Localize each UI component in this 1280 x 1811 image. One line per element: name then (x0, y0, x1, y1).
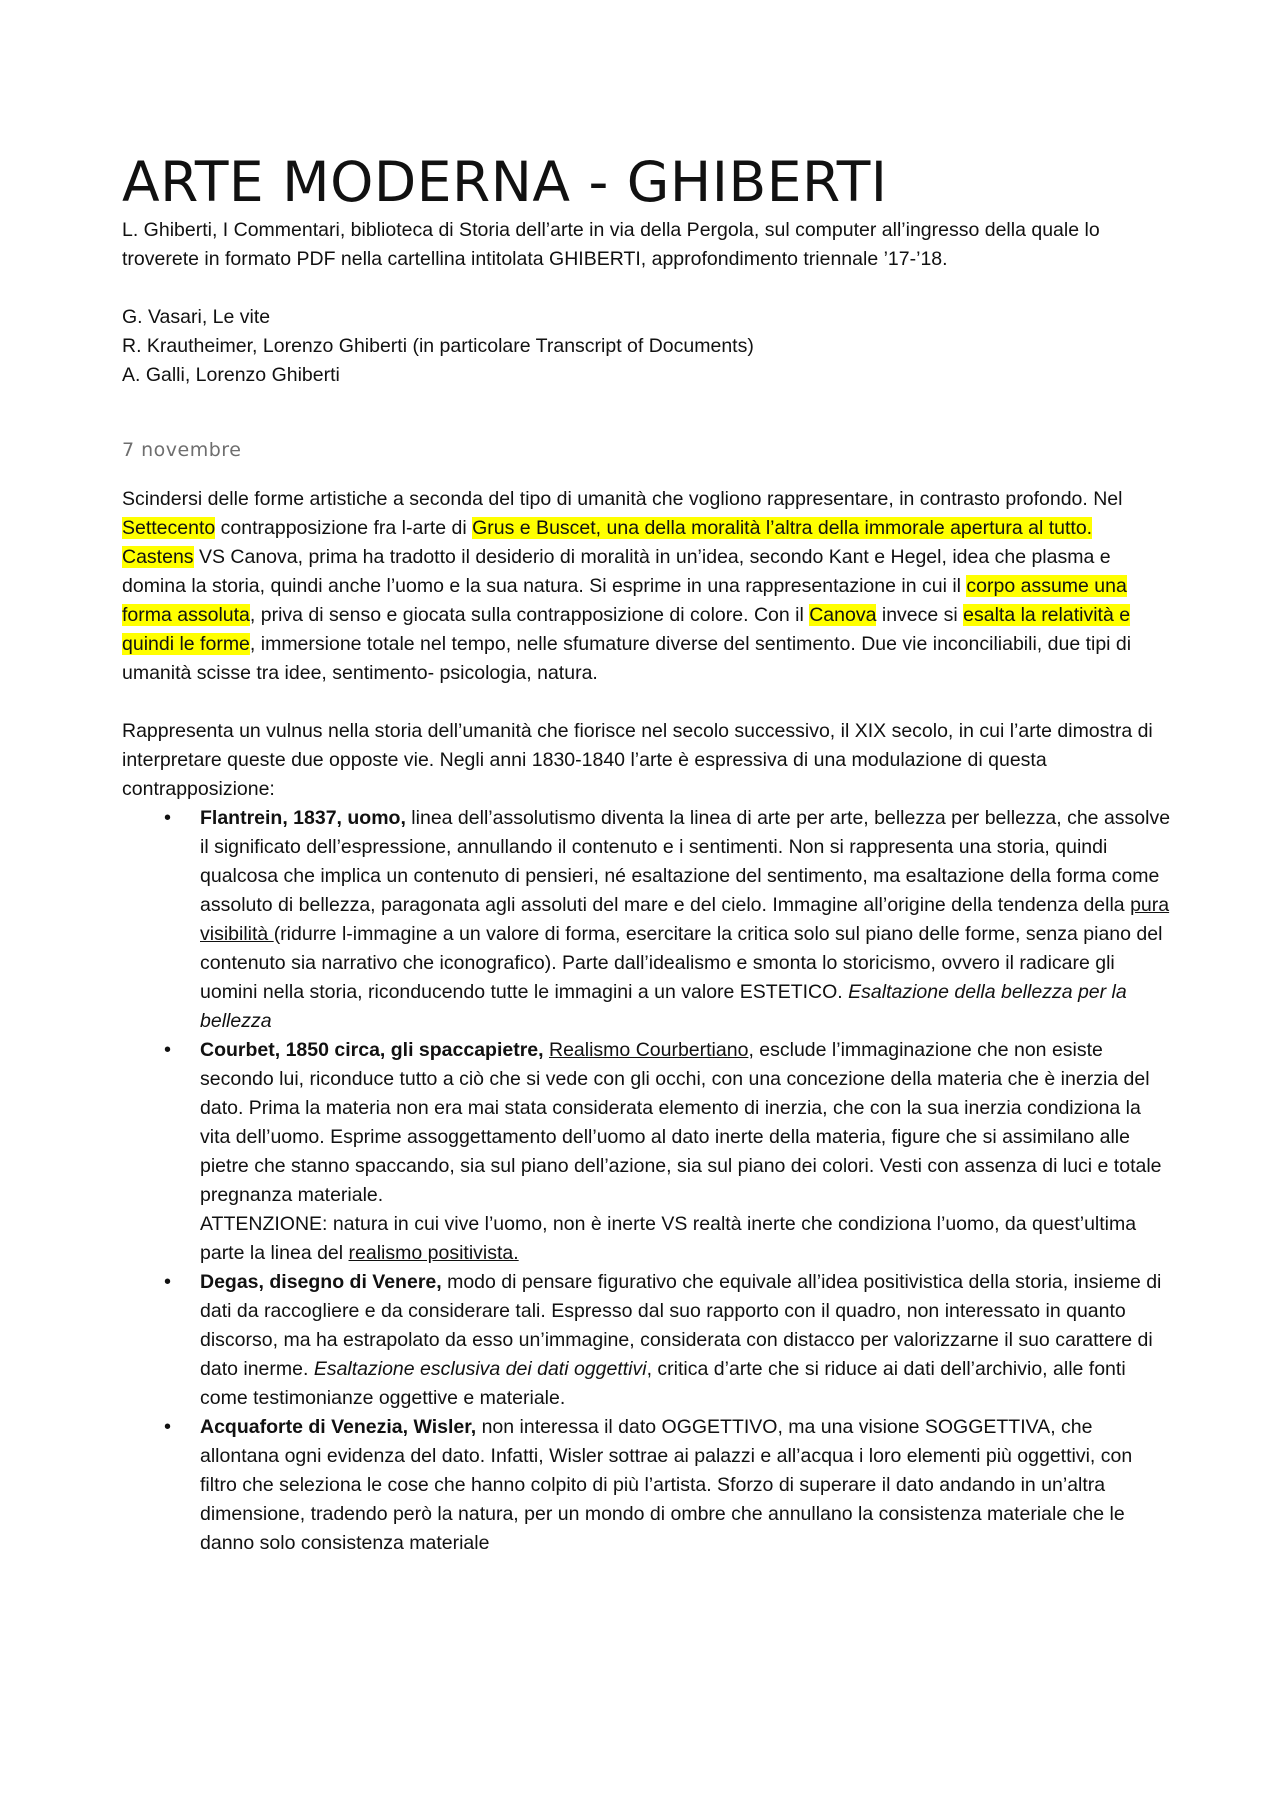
text-run: (ridurre l-immagine a un valore di forma, esercitare la critica solo sul piano delle forme, senza piano del contenuto sia narrativo che iconografico). Parte dall’idealismo e smonta lo storicismo, ovvero il radicare gli uomini nella storia, riconducendo tutte le immagini a un valore ESTETICO. (200, 923, 1163, 1003)
text-run: ATTENZIONE: natura in cui vive l’uomo, non è inerte VS realtà inerte che condiziona l’uomo, da quest’ultima parte la linea del (200, 1213, 1137, 1264)
italic-text: Esaltazione esclusiva dei dati oggettivi (313, 1358, 647, 1380)
bullet-icon: • (164, 1416, 172, 1438)
bibliography-intro: L. Ghiberti, I Commentari, biblioteca di Storia dell’arte in via della Pergola, sul computer all’ingresso della quale lo troverete in formato PDF nella cartellina intitolata GHIBERTI, approfondimento triennale ’17-’18. (122, 219, 1100, 270)
highlight: Castens (122, 546, 194, 568)
list-item (122, 804, 1172, 1036)
paragraph-contrast (122, 485, 1172, 688)
highlight: Canova (809, 604, 877, 626)
text-run: VS Canova, prima ha tradotto il desiderio di moralità in un’idea, secondo Kant e Hegel, idea che plasma e domina la storia, quindi anche l’uomo e la sua natura. Si esprime in una rappresentazione in cui il (122, 546, 1111, 597)
item-heading: Degas, disegno di Venere, (200, 1271, 442, 1293)
text-run: , esclude l’immaginazione che non esiste secondo lui, riconduce tutto a ciò che si vede con gli occhi, con una concezione della materia che è inerzia del dato. Prima la materia non era mai stata considerata elemento di inerzia, che con la sua inerzia condiziona la vita dell’uomo. Esprime assoggettamento dell’uomo al dato inerte della materia, figure che si assimilano alle pietre che stanno spaccando, sia sul piano dell’azione, sia sul piano dei colori. Vesti con assenza di luci e totale pregnanza materiale. (200, 1039, 1162, 1206)
list-item (122, 1268, 1172, 1413)
list-item (122, 1036, 1172, 1268)
spacer (122, 274, 1172, 303)
highlight: Grus e Buscet, una della moralità l’altra della immorale apertura al tutto. (472, 517, 1093, 539)
bibliography-ref: A. Galli, Lorenzo Ghiberti (122, 364, 340, 386)
text-run: linea dell’assolutismo diventa la linea di arte per arte, bellezza per bellezza, che assolve il significato dell’espressione, annullando il contenuto e i sentimenti. Non si rappresenta una storia, quindi qualcosa che implica un contenuto di pensieri, né esaltazione del sentimento, ma esaltazione della forma come assoluto di bellezza, paragonata agli assoluti del mare e del cielo. Immagine all’origine della tendenza della (200, 807, 1171, 916)
underlined-term: pura visibilità (200, 894, 1170, 945)
text-run: modo di pensare figurativo che equivale all’idea positivistica della storia, insieme di dati da raccogliere e da considerare tali. Espresso dal suo rapporto con il quadro, non interessato in quanto discorso, ma ha estrapolato da esso un’immagine, considerata con distacco per valorizzarne il suo carattere di dato inerme. (200, 1271, 1162, 1380)
bullet-list (122, 804, 1172, 1558)
text-run: , immersione totale nel tempo, nelle sfumature diverse del sentimento. Due vie inconciliabili, due tipi di umanità scisse tra idee, sentimento- psicologia, natura. (122, 633, 1132, 684)
text-run: Scindersi delle forme artistiche a seconda del tipo di umanità che vogliono rappresentare, in contrasto profondo. Nel (122, 488, 1123, 510)
highlight: Settecento (122, 517, 216, 539)
text-run: contrapposizione fra l-arte di (215, 517, 473, 539)
bullet-icon: • (164, 1271, 172, 1293)
highlight: corpo assume una forma assoluta (122, 575, 1127, 626)
underlined-term: realismo positivista. (348, 1242, 519, 1264)
text-run: invece si (876, 604, 964, 626)
item-heading: Courbet, 1850 circa, gli spaccapietre, (200, 1039, 544, 1061)
underlined-term: Realismo Courbertiano (549, 1039, 749, 1061)
item-heading: Flantrein, 1837, uomo, (200, 807, 406, 829)
item-heading: Acquaforte di Venezia, Wisler, (200, 1416, 477, 1438)
bullet-icon: • (164, 807, 172, 829)
bibliography-ref: R. Krautheimer, Lorenzo Ghiberti (in particolare Transcript of Documents) (122, 335, 754, 357)
spacer (122, 688, 1172, 717)
date-heading: 7 novembre (122, 439, 242, 461)
text-run: , priva di senso e giocata sulla contrapposizione di colore. Con il (249, 604, 810, 626)
bibliography-ref: G. Vasari, Le vite (122, 306, 271, 328)
bullet-icon: • (164, 1039, 172, 1061)
highlight: esalta la relatività e quindi le forme (122, 604, 1131, 655)
document-title: ARTE MODERNA - GHIBERTI (122, 150, 888, 214)
italic-text: Esaltazione della bellezza per la bellezza (200, 981, 1127, 1032)
document-page (122, 150, 1172, 1558)
paragraph-vulnus: Rappresenta un vulnus nella storia dell’umanità che fiorisce nel secolo successivo, il XIX secolo, in cui l’arte dimostra di interpretare queste due opposte vie. Negli anni 1830-1840 l’arte è espressiva di una modulazione di questa contrapposizione: (122, 720, 1153, 800)
text-run: , critica d’arte che si riduce ai dati dell’archivio, alle fonti come testimonianze oggettive e materiale. (200, 1358, 1126, 1409)
text-run: non interessa il dato OGGETTIVO, ma una visione SOGGETTIVA, che allontana ogni evidenza del dato. Infatti, Wisler sottrae ai palazzi e all’acqua i loro elementi più oggettivi, con filtro che seleziona le cose che hanno colpito di più l’artista. Sforzo di superare il dato andando in un’altra dimensione, tradendo però la natura, per un mondo di ombre che annullano la consistenza materiale che le danno solo consistenza materiale (200, 1416, 1133, 1554)
list-item (122, 1413, 1172, 1558)
